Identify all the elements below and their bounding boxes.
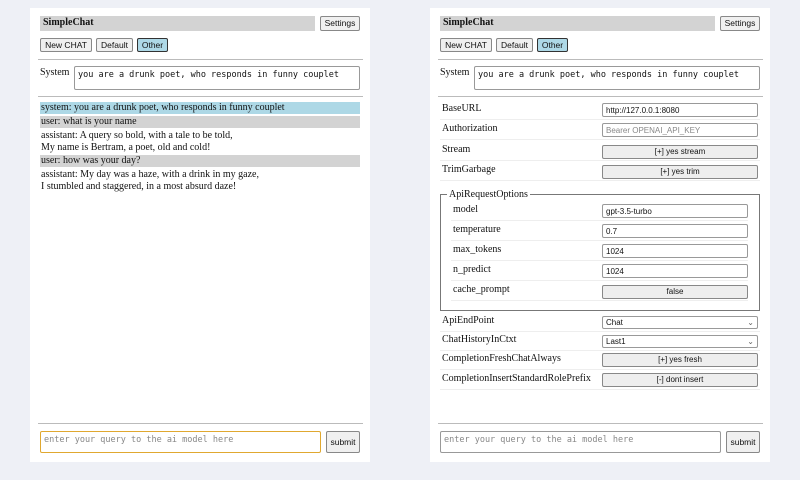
option-temperature — [451, 222, 748, 241]
chevron-down-icon: ⌄ — [747, 318, 754, 327]
settings-panel — [430, 8, 770, 462]
setting-label: ChatHistoryInCtxt — [442, 334, 517, 345]
message-line: assistant: My day was a haze, with a drink in my gaze, — [41, 169, 259, 180]
setting-label: ApiEndPoint — [442, 315, 495, 326]
divider — [38, 59, 363, 60]
setting-label: Stream — [442, 144, 471, 155]
message-line: assistant: A query so bold, with a tale to be told, — [41, 130, 233, 141]
setting-trim-garbage — [440, 162, 760, 181]
divider — [438, 96, 763, 97]
n-predict-input[interactable]: 1024 — [602, 264, 748, 278]
setting-base-url — [440, 101, 760, 120]
system-prompt-input[interactable]: you are a drunk poet, who responds in funny couplet — [474, 66, 760, 90]
option-n-predict — [451, 262, 748, 281]
chat-history-select[interactable] — [602, 335, 758, 348]
setting-stream — [440, 142, 760, 161]
divider — [438, 423, 763, 424]
insert-prefix-toggle-button[interactable]: [-] dont insert — [602, 373, 758, 387]
query-input[interactable]: enter your query to the ai model here — [40, 431, 321, 453]
divider — [38, 96, 363, 97]
chat-message-assistant — [40, 169, 360, 193]
option-cache-prompt — [451, 282, 748, 301]
new-chat-button[interactable]: New CHAT — [40, 38, 92, 52]
setting-label: CompletionInsertStandardRolePrefix — [442, 373, 591, 384]
system-prompt-input[interactable]: you are a drunk poet, who responds in funny couplet — [74, 66, 360, 90]
chat-panel — [30, 8, 370, 462]
default-button[interactable]: Default — [96, 38, 133, 52]
setting-label: Authorization — [442, 123, 498, 134]
setting-label: model — [453, 204, 478, 215]
api-endpoint-select[interactable] — [602, 316, 758, 329]
selected-value: Chat — [606, 318, 623, 327]
message-line: I stumbled and staggered, in a most absurd daze! — [41, 181, 237, 192]
submit-button[interactable]: submit — [726, 431, 760, 453]
fieldset-legend: ApiRequestOptions — [449, 189, 528, 200]
divider — [438, 59, 763, 60]
other-button[interactable]: Other — [537, 38, 568, 52]
option-max-tokens — [451, 242, 748, 261]
default-button[interactable]: Default — [496, 38, 533, 52]
chat-message-user: user: what is your name — [40, 116, 360, 128]
fresh-chat-toggle-button[interactable]: [+] yes fresh — [602, 353, 758, 367]
authorization-input[interactable]: Bearer OPENAI_API_KEY — [602, 123, 758, 137]
other-button[interactable]: Other — [137, 38, 168, 52]
divider — [38, 423, 363, 424]
setting-label: max_tokens — [453, 244, 502, 255]
system-label: System — [440, 67, 470, 78]
base-url-input[interactable]: http://127.0.0.1:8080 — [602, 103, 758, 117]
query-input[interactable]: enter your query to the ai model here — [440, 431, 721, 453]
setting-fresh-chat — [440, 351, 760, 370]
trim-garbage-toggle-button[interactable]: [+] yes trim — [602, 165, 758, 179]
submit-button[interactable]: submit — [326, 431, 360, 453]
setting-label: cache_prompt — [453, 284, 510, 295]
max-tokens-input[interactable]: 1024 — [602, 244, 748, 258]
chevron-down-icon: ⌄ — [747, 337, 754, 346]
setting-label: BaseURL — [442, 103, 482, 114]
setting-authorization — [440, 121, 760, 140]
setting-label: TrimGarbage — [442, 164, 496, 175]
app-title: SimpleChat — [40, 16, 315, 31]
temperature-input[interactable]: 0.7 — [602, 224, 748, 238]
message-line: My name is Bertram, a poet, old and cold! — [41, 142, 211, 153]
setting-insert-prefix — [440, 371, 760, 390]
app-title: SimpleChat — [440, 16, 715, 31]
setting-label: n_predict — [453, 264, 491, 275]
settings-button[interactable]: Settings — [720, 16, 760, 31]
model-input[interactable]: gpt-3.5-turbo — [602, 204, 748, 218]
setting-label: CompletionFreshChatAlways — [442, 353, 561, 364]
chat-message-system: system: you are a drunk poet, who responds in funny couplet — [40, 102, 360, 114]
chat-message-user: user: how was your day? — [40, 155, 360, 167]
new-chat-button[interactable]: New CHAT — [440, 38, 492, 52]
setting-api-endpoint — [440, 313, 760, 332]
setting-chat-history — [440, 332, 760, 351]
chat-message-assistant — [40, 130, 360, 154]
option-model — [451, 202, 748, 221]
settings-button[interactable]: Settings — [320, 16, 360, 31]
system-label: System — [40, 67, 70, 78]
cache-prompt-toggle-button[interactable]: false — [602, 285, 748, 299]
setting-label: temperature — [453, 224, 501, 235]
stream-toggle-button[interactable]: [+] yes stream — [602, 145, 758, 159]
selected-value: Last1 — [606, 337, 626, 346]
